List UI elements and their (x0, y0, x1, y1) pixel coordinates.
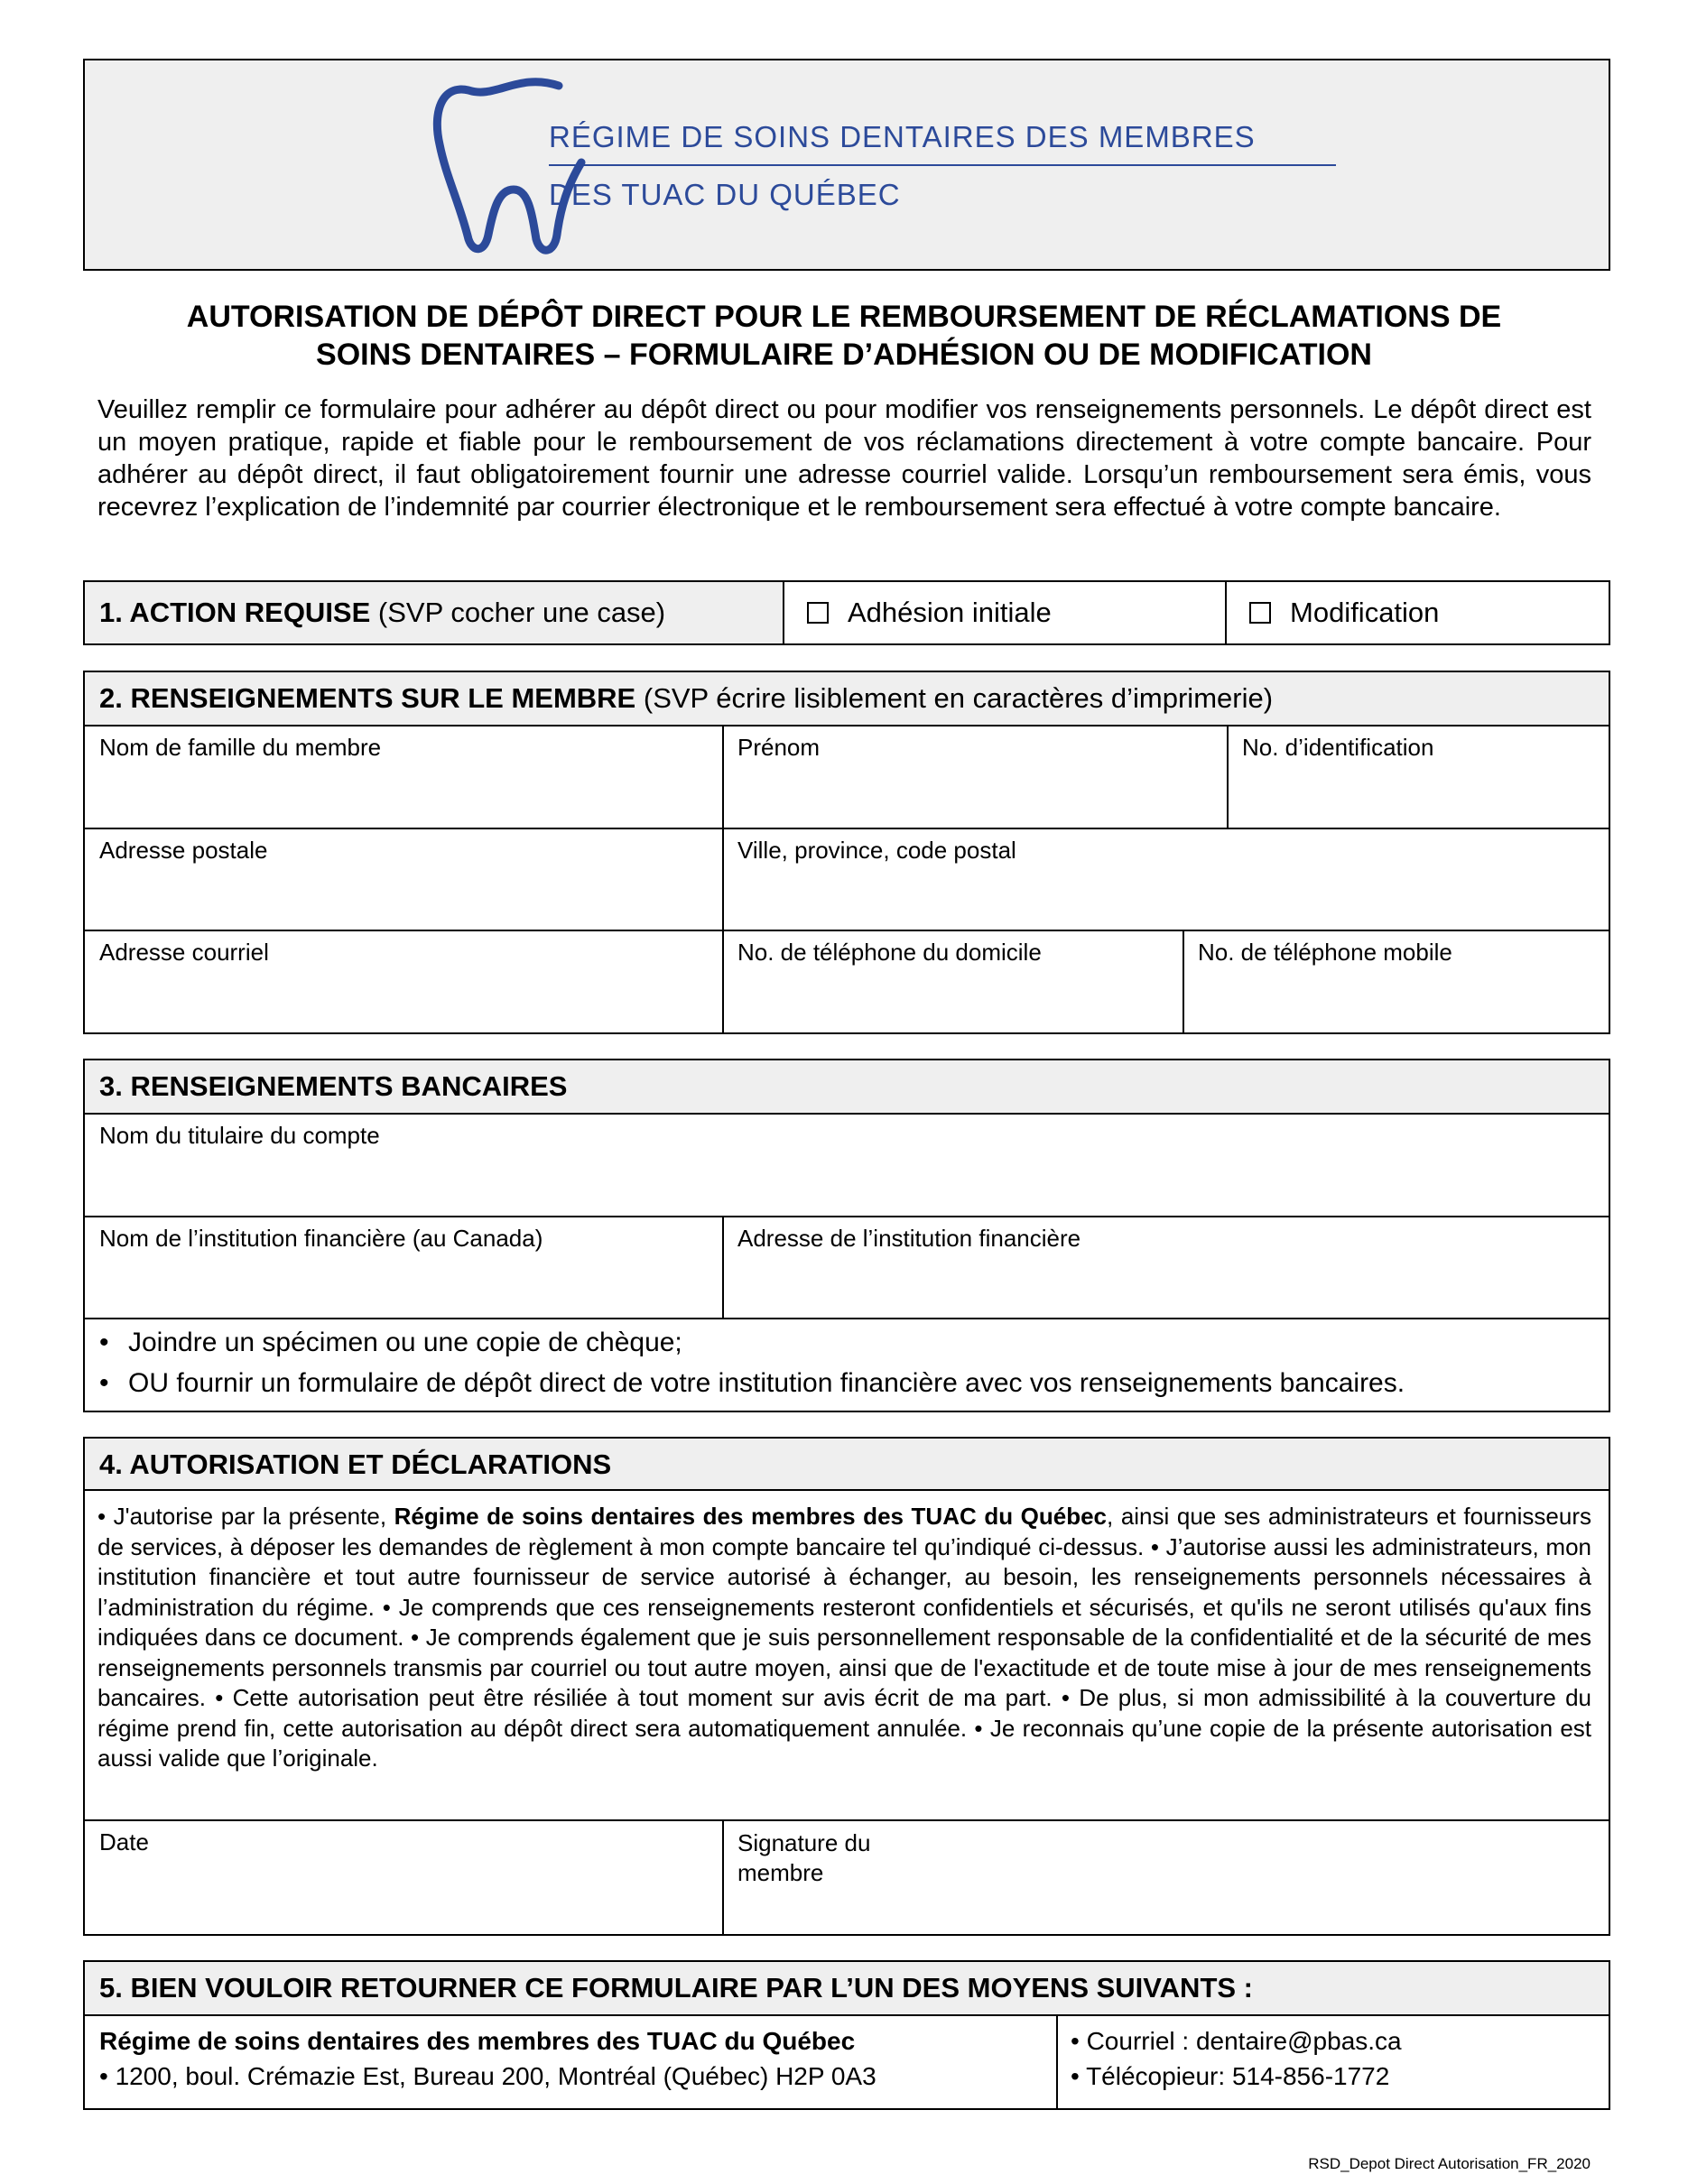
section2-title (99, 682, 1273, 715)
declarations-text-start: • J'autorise par la présente, (97, 1503, 394, 1530)
section3-title (99, 1070, 567, 1103)
divider (722, 1819, 724, 1934)
postal-address-label: Adresse postale (99, 837, 268, 864)
return-postal-address: • 1200, boul. Crémazie Est, Bureau 200, Montréal (Québec) H2P 0A3 (99, 2062, 876, 2090)
divider (85, 1216, 1609, 1217)
section5-box (83, 1960, 1610, 2110)
section5-title (99, 1972, 1253, 2004)
section2-note: (SVP écrire lisiblement en caractères d’imprimerie) (643, 682, 1274, 714)
return-email[interactable]: • Courriel : dentaire@pbas.ca (1071, 2027, 1402, 2055)
divider (85, 828, 1609, 829)
logo-divider (549, 164, 1336, 166)
last-name-label: Nom de famille du membre (99, 734, 382, 761)
bank-instruction-1-text: Joindre un spécimen ou une copie de chèque; (128, 1328, 682, 1357)
institution-address-label: Adresse de l’institution financière (737, 1225, 1081, 1252)
declarations-plan-name: Régime de soins dentaires des membres des TUAC du Québec (394, 1503, 1108, 1530)
bullet-icon: • (99, 1368, 109, 1398)
section1-title (99, 597, 665, 629)
section4-title-text: 4. AUTORISATION ET DÉCLARATIONS (99, 1448, 612, 1480)
bullet-icon: • (99, 1328, 109, 1357)
signature-label-line2: membre (737, 1859, 824, 1886)
divider (85, 2014, 1609, 2016)
signature-label-line1: Signature du (737, 1829, 871, 1856)
home-phone-label: No. de téléphone du domicile (737, 939, 1042, 966)
divider (783, 582, 784, 643)
divider (722, 725, 724, 1032)
section2-box (83, 671, 1610, 1034)
bank-instruction-2 (99, 1368, 1405, 1399)
org-name-line2: DES TUAC DU QUÉBEC (549, 178, 901, 211)
divider (1183, 930, 1184, 1032)
divider (1225, 582, 1227, 643)
mobile-phone-label: No. de téléphone mobile (1198, 939, 1452, 966)
section3-box (83, 1059, 1610, 1412)
declarations-text-rest: , ainsi que ses administrateurs et fournisseurs de services, à déposer les demandes de règlement à mon compte bancaire tel qu’indiqué ci-dessus. • J’autorise aussi les administrateurs, mon institution financière et tout autre fournisseur de service autorisé à échanger, au besoin, les renseignements personnels nécessaires à l’administration du régime. • Je comprends que ces renseignements resteront confidentiels et sécurisés, et qu'ils ne seront utilisés qu'aux fins indiquées dans ce document. • Je comprends également que je suis personnellement responsable de la confidentialité et de la sécurité de mes renseignements personnels transmis par courriel ou tout autre moyen, ainsi que de l'exactitude et de toute mise à jour de mes renseignements bancaires. • Cette autorisation peut être résiliée à tout moment sur avis écrit de ma part. • De plus, si mon admissibilité à la couverture du régime prend fin, cette autorisation au dépôt direct sera automatiquement annulée. • Je reconnais qu’une copie de la présente autorisation est aussi valide que l’originale. (97, 1503, 1591, 1772)
divider (85, 930, 1609, 931)
title-line2: SOINS DENTAIRES – FORMULAIRE D’ADHÉSION OU DE MODIFICATION (316, 338, 1372, 372)
tooth-icon (432, 77, 622, 257)
checkbox-adhesion-initiale[interactable] (807, 602, 829, 624)
divider (85, 1489, 1609, 1491)
form-code-footer: RSD_Depot Direct Autorisation_FR_2020 (1308, 2155, 1591, 2172)
divider (85, 1819, 1609, 1821)
divider (85, 1318, 1609, 1319)
email-label: Adresse courriel (99, 939, 269, 966)
option-modification-label: Modification (1290, 597, 1440, 628)
section1-title-text: 1. ACTION REQUISE (99, 597, 371, 628)
option-adhesion-initiale-label: Adhésion initiale (848, 597, 1052, 628)
date-label: Date (99, 1828, 149, 1855)
city-label: Ville, province, code postal (737, 837, 1016, 864)
signature-label (737, 1828, 870, 1888)
section2-title-text: 2. RENSEIGNEMENTS SUR LE MEMBRE (99, 682, 636, 714)
institution-name-label: Nom de l’institution financière (au Canada) (99, 1225, 543, 1252)
checkbox-modification[interactable] (1249, 602, 1271, 624)
divider (1056, 2014, 1058, 2108)
bank-instruction-2-text: OU fournir un formulaire de dépôt direct de votre institution financière avec vos renseignements bancaires. (128, 1368, 1405, 1398)
intro-paragraph: Veuillez remplir ce formulaire pour adhérer au dépôt direct ou pour modifier vos renseignements personnels. Le dépôt direct est un moyen pratique, rapide et fiable pour le remboursement de vos réclamations directement à votre compte bancaire. Pour adhérer au dépôt direct, il faut obligatoirement fournir une adresse courriel valide. Lorsqu’un remboursement sera émis, vous recevrez l’explication de l’indemnité par courrier électronique et le remboursement sera effectué à votre compte bancaire. (97, 395, 1591, 522)
section4-title (99, 1448, 611, 1481)
title-line1: AUTORISATION DE DÉPÔT DIRECT POUR LE REMBOURSEMENT DE RÉCLAMATIONS DE (186, 300, 1502, 334)
document-title (108, 298, 1580, 374)
declarations-paragraph (97, 1502, 1591, 1774)
divider (85, 1113, 1609, 1115)
account-holder-label: Nom du titulaire du compte (99, 1122, 380, 1149)
divider (85, 725, 1609, 726)
divider (1227, 725, 1229, 828)
header-banner (83, 59, 1610, 271)
first-name-label: Prénom (737, 734, 821, 761)
return-fax: • Télécopieur: 514-856-1772 (1071, 2062, 1390, 2090)
section1-note: (SVP cocher une case) (377, 597, 666, 628)
section5-title-text: 5. BIEN VOULOIR RETOURNER CE FORMULAIRE PAR L’UN DES MOYENS SUIVANTS : (99, 1972, 1253, 2004)
org-name-line1: RÉGIME DE SOINS DENTAIRES DES MEMBRES (549, 120, 1256, 153)
id-number-label: No. d’identification (1242, 734, 1434, 761)
divider (722, 1216, 724, 1318)
section1-box (83, 580, 1610, 645)
bank-instruction-1 (99, 1328, 682, 1358)
section3-title-text: 3. RENSEIGNEMENTS BANCAIRES (99, 1070, 568, 1102)
return-org-name: Régime de soins dentaires des membres des TUAC du Québec (99, 2027, 856, 2055)
